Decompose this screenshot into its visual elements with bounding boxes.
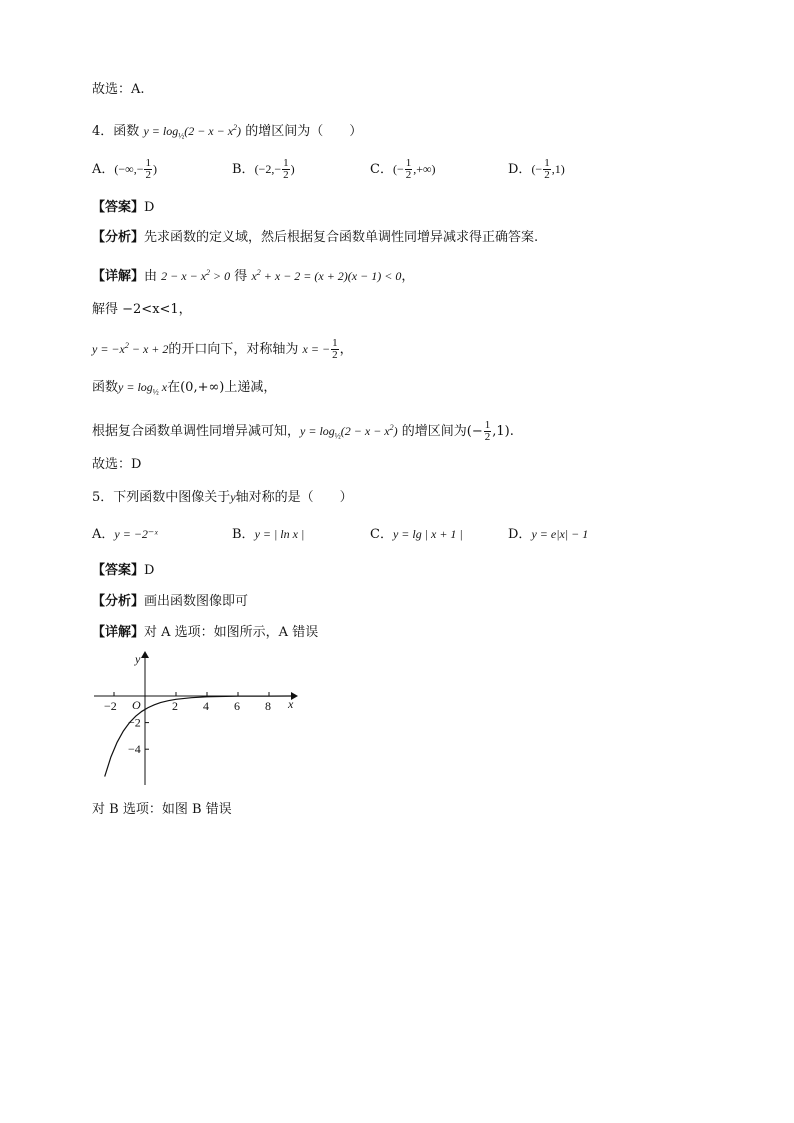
q4-answer: 【答案】D bbox=[92, 200, 155, 215]
formula-log-function: $y = \log_{\frac{1}{2}}(2 - x - x^2)$ bbox=[143, 123, 242, 141]
q5-option-d: D．y = e|x| − 1 bbox=[508, 527, 589, 542]
q5-answer: 【答案】D bbox=[92, 563, 155, 578]
question-5-stem: 5．下列函数中图像关于y轴对称的是（ ） bbox=[92, 490, 353, 505]
q4-conclusion: 故选：D bbox=[92, 457, 142, 472]
q4-detail-3: $y = -x^2 - x + 2$的开口向下，对称轴为 x = − $\frac{1}{2}$ ， bbox=[92, 337, 353, 361]
x-tick-label: 6 bbox=[234, 699, 240, 713]
q4-detail-4: 函数$y = \log_{\frac{1}{2}} x$在(0,+∞)上递减， bbox=[92, 380, 277, 397]
q5-option-a: A．y = −2⁻ˣ bbox=[92, 527, 158, 542]
q4-option-a: A．(−∞,− $\frac{1}{2}$ ) bbox=[92, 157, 157, 181]
q5-option-c: C．y = lg | x + 1 | bbox=[370, 527, 463, 542]
x-tick-label: 8 bbox=[265, 699, 271, 713]
function-graph bbox=[92, 645, 307, 790]
q4-detail-5: 根据复合函数单调性同增异减可知，$y = \log_{\frac{1}{2}}(2 - x - x^2)$ 的增区间为(− $\frac{1}{2}$ ,1). bbox=[92, 419, 514, 443]
y-tick-label: −4 bbox=[128, 742, 141, 757]
stem-suffix: 的增区间为（ ） bbox=[245, 124, 363, 139]
previous-conclusion: 故选：A. bbox=[92, 82, 145, 97]
y-tick-label: −2 bbox=[128, 715, 141, 730]
question-4-stem bbox=[92, 118, 362, 146]
x-tick-label: 2 bbox=[172, 699, 178, 713]
x-tick-label: 4 bbox=[203, 699, 209, 713]
q5-detail-b: 对 B 选项：如图 B 错误 bbox=[92, 802, 232, 817]
q4-detail-2: 解得 −2<x<1， bbox=[92, 302, 192, 317]
question-number: 4． bbox=[92, 124, 114, 139]
x-tick-label: −2 bbox=[104, 699, 117, 713]
q4-detail-1: 【详解】由 $2 - x - x^2 > 0$ 得 $x^2 + x - 2 = (x + 2)(x - 1) < 0$， bbox=[92, 268, 415, 284]
stem-prefix: 函数 bbox=[113, 124, 140, 139]
q4-analysis: 【分析】先求函数的定义域，然后根据复合函数单调性同增异减求得正确答案. bbox=[92, 230, 539, 245]
q5-detail-a: 【详解】对 A 选项：如图所示，A 错误 bbox=[92, 625, 319, 640]
x-axis-label: x bbox=[288, 697, 294, 711]
q4-option-d: D．(− $\frac{1}{2}$ ,1) bbox=[508, 157, 565, 181]
q4-option-b: B．(−2,− $\frac{1}{2}$ ) bbox=[232, 157, 295, 181]
q5-analysis: 【分析】画出函数图像即可 bbox=[92, 594, 249, 609]
q5-option-b: B．y = | ln x | bbox=[232, 527, 305, 542]
q4-option-c: C．(− $\frac{1}{2}$ ,+∞) bbox=[370, 157, 436, 181]
y-axis-label: y bbox=[135, 652, 141, 666]
origin-label: O bbox=[132, 698, 141, 712]
